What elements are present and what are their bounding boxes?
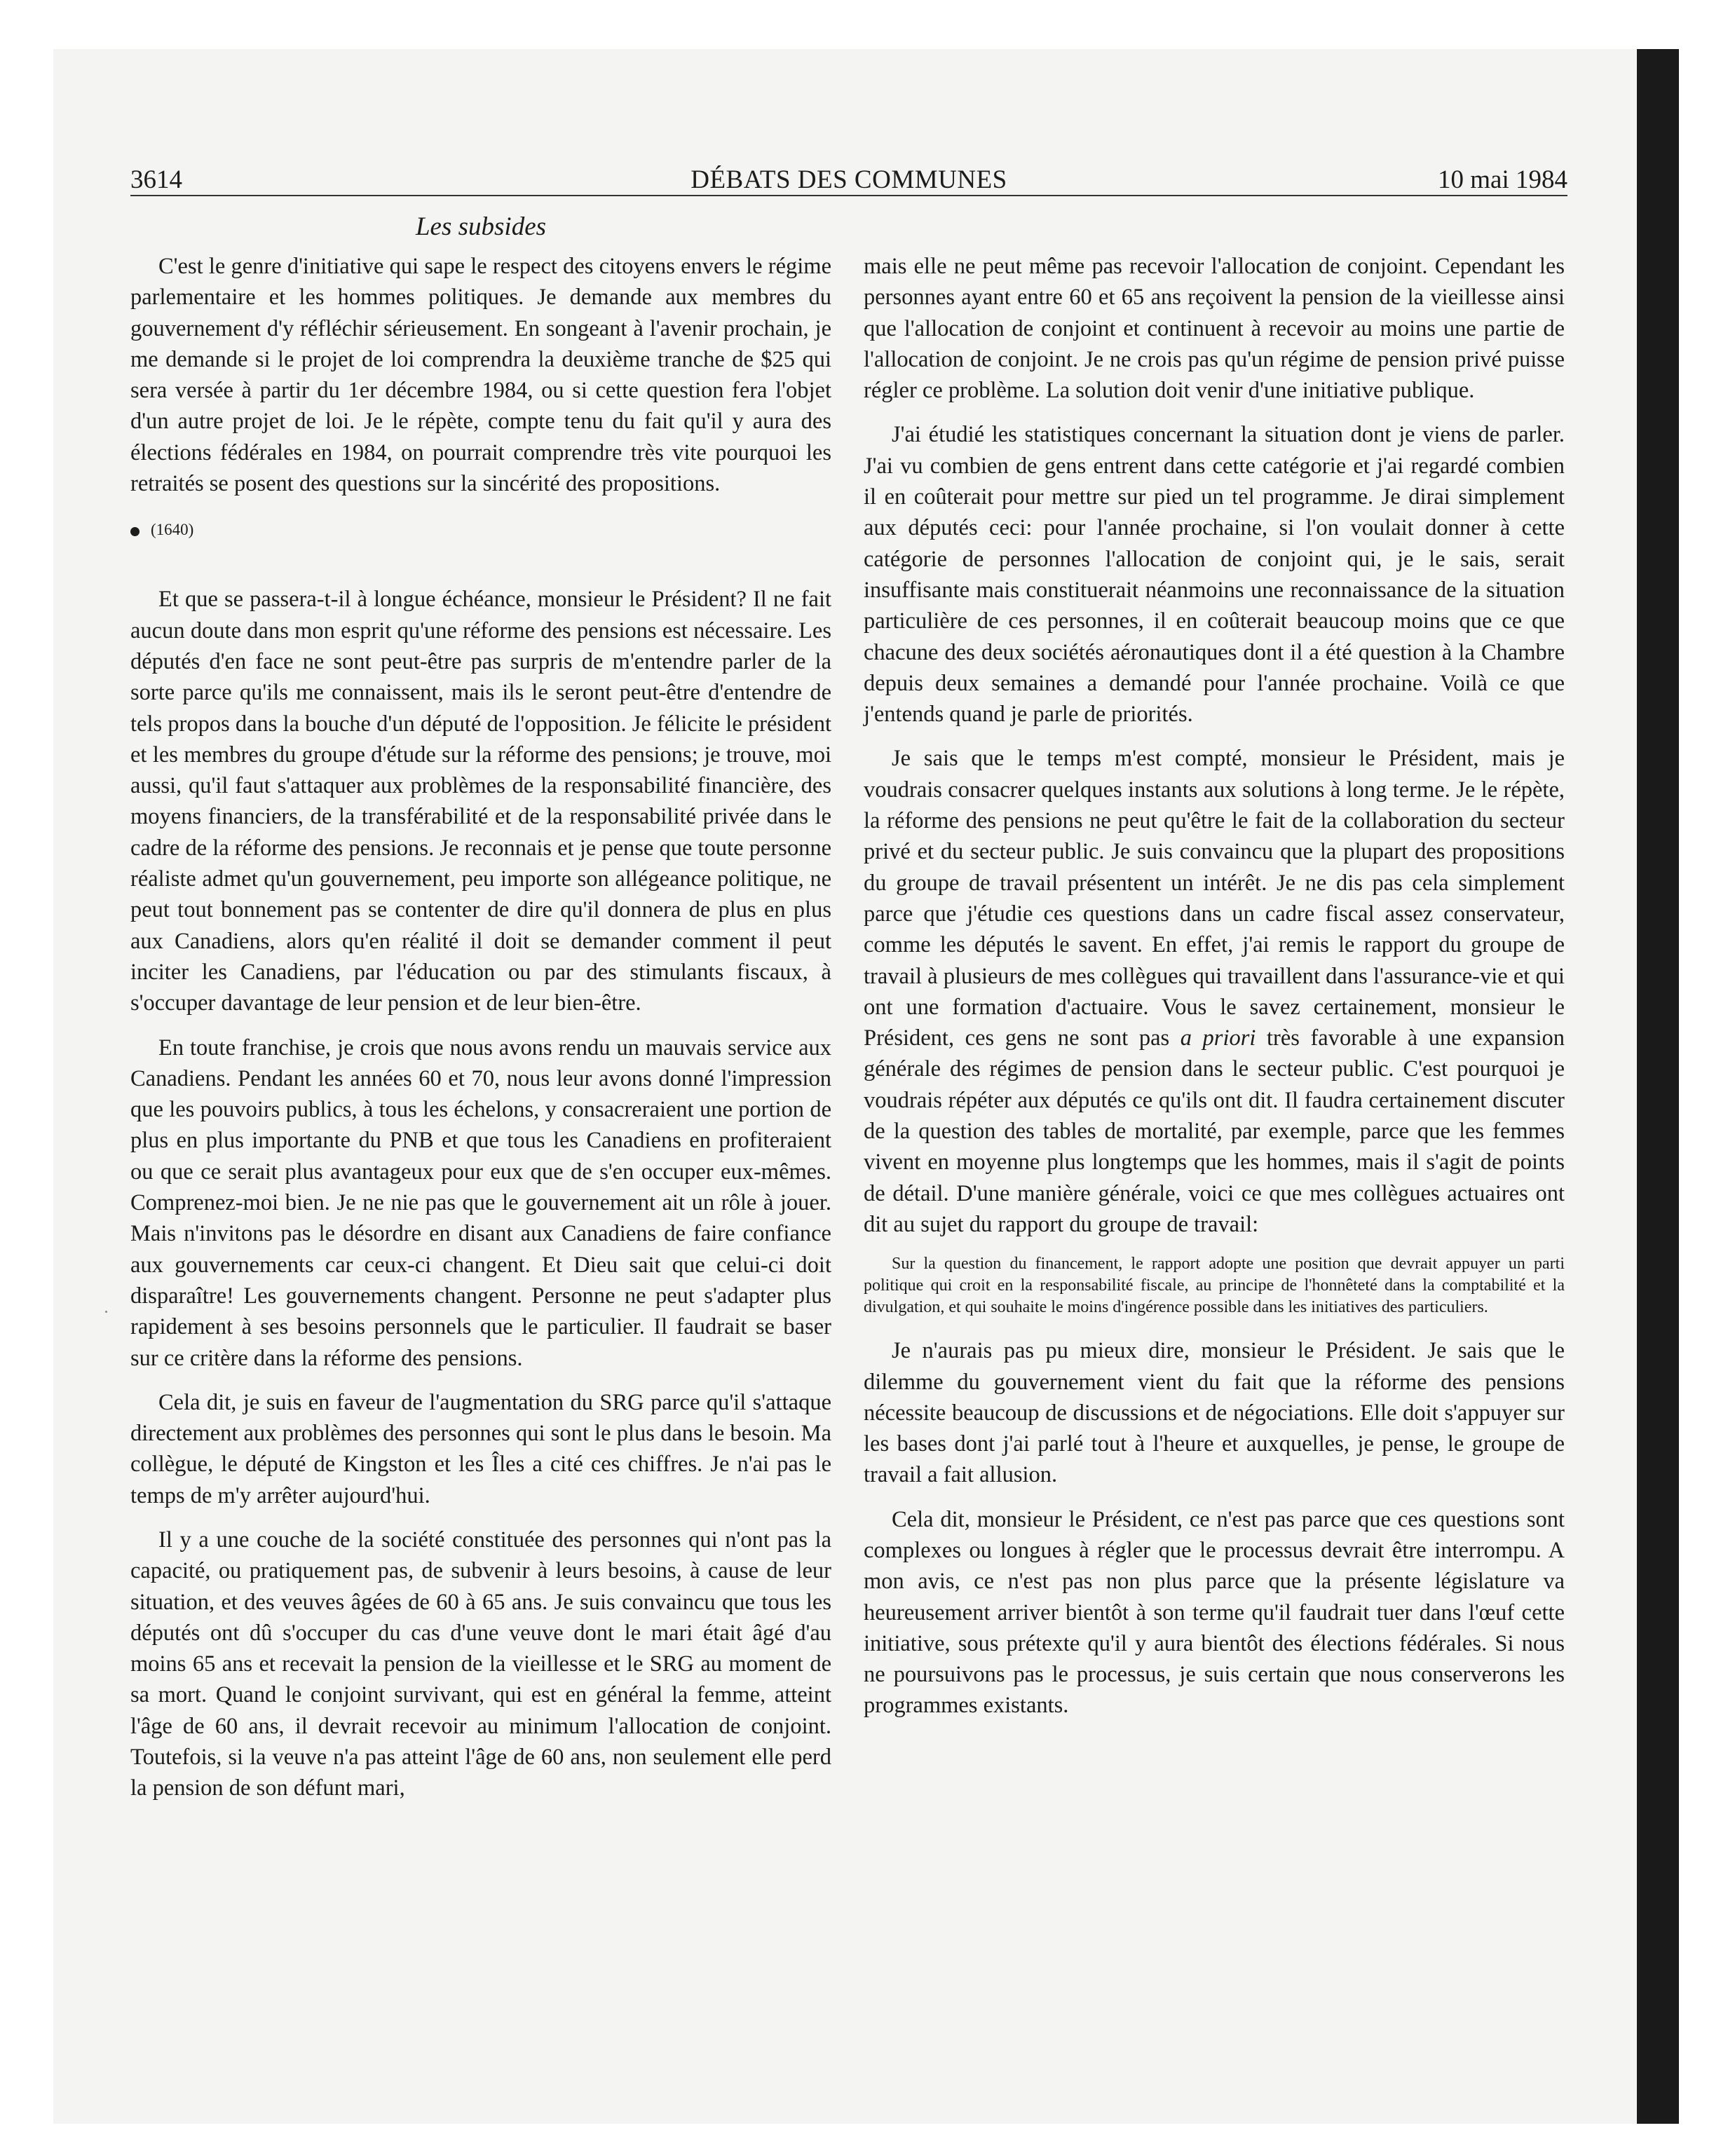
scan-edge-bar (1637, 49, 1679, 2124)
journal-title: DÉBATS DES COMMUNES (690, 165, 1007, 194)
header-rule (130, 195, 1567, 196)
paragraph: mais elle ne peut même pas recevoir l'allocation de conjoint. Cependant les personnes ayant entre 60 et 65 ans reçoivent la pension de la vieillesse ainsi que l'allocation de conjoint et continuent à recevoir au moins une partie de l'allocation de conjoint. Je ne crois pas qu'un régime de pension privé puisse régler ce problème. La solution doit venir d'une initiative publique. (864, 254, 1565, 404)
header-date: 10 mai 1984 (1438, 165, 1567, 194)
block-quote (864, 1253, 1565, 1318)
time-marker-label: (1640) (151, 521, 194, 539)
paragraph: Et que se passera-t-il à longue échéance, monsieur le Président? Il ne fait aucun doute dans mon esprit qu'une réforme des pensions est nécessaire. Les députés d'en face ne sont peut-être pas surpris de m'entendre parler de la sorte parce qu'ils me connaissent, mais ils le seront peut-être d'entendre de tels propos dans la bouche d'un député de l'opposition. Je félicite le président et les membres du groupe d'étude sur la réforme des pensions; je trouve, moi aussi, qu'il faut s'attaquer aux problèmes de la responsabilité financière, des moyens financiers, de la transférabilité et de la responsabilité privée dans le cadre de la réforme des pensions. Je reconnais et je pense que toute personne réaliste admet qu'un gouvernement, peu importe son allégeance politique, ne peut tout bonnement pas se contenter de dire qu'il donnera de plus en plus aux Canadiens, alors qu'en réalité il doit se demander comment il peut inciter les Canadiens, par l'éducation ou par des stimulants fiscaux, à s'occuper davantage de leur pension et de leur bien-être. (130, 587, 832, 1016)
paragraph: J'ai étudié les statistiques concernant la situation dont je viens de parler. J'ai vu combien de gens entrent dans cette catégorie et j'ai regardé combien il en coûterait pour mettre sur pied un tel programme. Je dirai simplement aux députés ceci: pour l'année prochaine, si l'on voulait donner à cette catégorie de personnes l'allocation de conjoint qui, je le sais, serait insuffisante mais constituerait néanmoins une reconnaissance de la situation particulière de ces personnes, il en coûterait beaucoup moins que ce que chacune des deux sociétés aéronautiques dont il a été question à la Chambre depuis deux semaines a demandé pour l'année prochaine. Voilà ce que j'entends quand je parle de priorités. (864, 422, 1565, 728)
paragraph: Je n'aurais pas pu mieux dire, monsieur le Président. Je sais que le dilemme du gouvernement vient du fait que la réforme des pensions nécessite beaucoup de discussions et de négociations. Elle doit s'appuyer sur les bases dont j'ai parlé tout à l'heure et auxquelles, je pense, le groupe de travail a fait allusion. (864, 1338, 1565, 1488)
text-run: Je sais que le temps m'est compté, monsieur le Président, mais je voudrais consacrer quelques instants aux solutions à long terme. Je le répète, la réforme des pensions ne peut qu'être le fait de la collaboration du secteur privé et du secteur public. Je suis convaincu que la plupart des propositions du groupe de travail présentent un intérêt. Je ne dis pas cela simplement parce que j'étudie ces questions dans un cadre fiscal assez conservateur, comme les députés le savent. En effet, j'ai remis le rapport du groupe de travail à plusieurs de mes collègues qui travaillent dans l'assurance-vie et qui ont une formation d'actuaire. Vous le savez certainement, monsieur le Président, ces gens ne sont pas (864, 746, 1565, 1051)
paragraph: Cela dit, je suis en faveur de l'augmentation du SRG parce qu'il s'attaque directement aux problèmes des personnes qui sont le plus dans le besoin. Ma collègue, le député de Kingston et les Îles a cité ces chiffres. Je n'ai pas le temps de m'y arrêter aujourd'hui. (130, 1389, 831, 1508)
quote-text: Sur la question du financement, le rapport adopte une position que devrait appuyer un parti politique qui croit en la responsabilité fiscale, au principe de l'honnêteté dans la comptabilité et la divulgation, et qui souhaite le moins d'ingérence possible dans les initiatives des particuliers. (864, 1255, 1565, 1317)
section-title: Les subsides (415, 212, 547, 241)
paragraph: Cela dit, monsieur le Président, ce n'est pas parce que ces questions sont complexes ou longues à régler que le processus devrait être interrompu. A mon avis, ce n'est pas non plus parce que la présente législature va heureusement arriver bientôt à son terme qu'il faudrait tuer dans l'œuf cette initiative, sous prétexte qu'il y aura bientôt des élections fédérales. Si nous ne poursuivons pas le processus, je suis certain que nous conserverons les programmes existants. (864, 1506, 1565, 1719)
text-run: très favorable à une expansion générale des régimes de pension dans le secteur public. C'est pourquoi je voudrais répéter aux députés ce qu'ils ont dit. Il faudra certainement discuter de la question des tables de mortalité, par exemple, parce que les femmes vivent en moyenne plus longtemps que les hommes, mais il s'agit de points de détail. D'une manière générale, voici ce que mes collègues actuaires ont dit au sujet du rapport du groupe de travail: (864, 1025, 1565, 1237)
paragraph: En toute franchise, je crois que nous avons rendu un mauvais service aux Canadiens. Pendant les années 60 et 70, nous leur avons donné l'impression que les pouvoirs publics, à tous les échelons, y consacreraient une portion de plus en plus importante du PNB et que tous les Canadiens en profiteraient ou que ce serait plus avantageux pour eux que de s'en occuper eux-mêmes. Comprenez-moi bien. Je ne nie pas que le gouvernement ait un rôle à jouer. Mais n'invitons pas le désordre en disant aux Canadiens de faire confiance aux gouvernements car ceux-ci changent. Et Dieu sait que celui-ci doit disparaître! Les gouvernements changent. Personne ne peut s'adapter plus rapidement à ses besoins personnels que le particulier. Il faudrait se baser sur ce critère dans la réforme des pensions. (130, 1035, 831, 1371)
right-column (864, 251, 1565, 1735)
page-number: 3614 (130, 165, 182, 194)
left-column (130, 251, 831, 1817)
bullet-icon (130, 527, 140, 536)
scan-speck (105, 1311, 107, 1313)
paragraph (864, 743, 1565, 1240)
paragraph: Il y a une couche de la société constituée des personnes qui n'ont pas la capacité, ou pratiquement pas, de subvenir à leurs besoins, à cause de leur situation, et des veuves âgées de 60 à 65 ans. Je suis convaincu que tous les députés ont dû s'occuper du cas d'une veuve dont le mari était âgé d'au moins 65 ans et recevait la pension de la vieillesse et le SRG au moment de sa mort. Quand le conjoint survivant, qui est en général la femme, atteint l'âge de 60 ans, il devrait recevoir au minimum l'allocation de conjoint. Toutefois, si la veuve n'a pas atteint l'âge de 60 ans, non seulement elle perd la pension de son défunt mari, (130, 1527, 831, 1801)
time-marker (130, 514, 831, 545)
italic-text: a priori (1180, 1025, 1256, 1051)
page-header (130, 163, 1567, 198)
paragraph: C'est le genre d'initiative qui sape le respect des citoyens envers le régime parlementaire et les hommes politiques. Je demande aux membres du gouvernement d'y réfléchir sérieusement. En songeant à l'avenir prochain, je me demande si le projet de loi comprendra la deuxième tranche de $25 qui sera versée à partir du 1er décembre 1984, ou si cette question fera l'objet d'un autre projet de loi. Je le répète, compte tenu du fait qu'il y aura des élections fédérales en 1984, on pourrait comprendre très vite pourquoi les retraités se posent des questions sur la sincérité des propositions. (130, 254, 831, 497)
